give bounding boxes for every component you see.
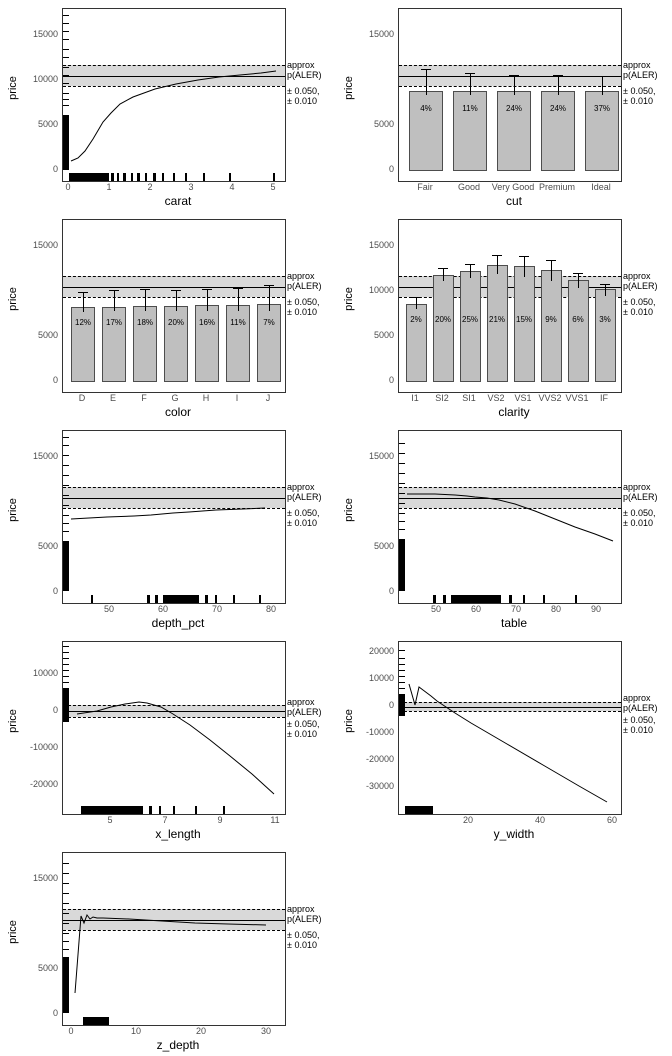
error-bar [558, 75, 559, 95]
annotation-tol1: ± 0.050, [287, 930, 320, 940]
error-bar [605, 284, 606, 296]
annotation-approx: approx [623, 271, 651, 281]
bar [497, 91, 531, 171]
x-axis-label: carat [164, 194, 192, 208]
error-bar [443, 268, 444, 281]
error-bar [114, 290, 115, 311]
annotation-tol1: ± 0.050, [287, 508, 320, 518]
panel-y-width [336, 633, 672, 844]
x-tick-label: 70 [211, 604, 223, 614]
x-tick-label: 60 [157, 604, 169, 614]
annotation-approx: approx [287, 271, 315, 281]
x-tick-label: 30 [260, 1026, 272, 1036]
x-tick-label: 0 [65, 182, 71, 192]
x-tick-label: F [141, 393, 147, 403]
panel-table [336, 422, 672, 633]
y-tick-label: -20000 [29, 779, 58, 789]
panel-clarity [336, 211, 672, 422]
y-tick-label: 10000 [32, 668, 58, 678]
x-tick-label: Premium [538, 182, 576, 192]
y-tick-label: -30000 [365, 781, 394, 791]
x-axis-label: depth_pct [151, 616, 205, 630]
x-tick-label: 5 [270, 182, 276, 192]
error-bar [207, 289, 208, 311]
x-tick-label: 20 [195, 1026, 207, 1036]
y-tick-label: 15000 [32, 451, 58, 461]
annotation-tol2: ± 0.010 [623, 518, 653, 528]
x-tick-label: 20 [462, 815, 474, 825]
annotation-palert: p(ALER) [623, 70, 658, 80]
annotation-approx: approx [623, 60, 651, 70]
bar-percent-label: 21% [488, 315, 506, 324]
bar [541, 270, 562, 382]
panel-cut [336, 0, 672, 211]
annotation-palert: p(ALER) [623, 281, 658, 291]
bar [541, 91, 575, 171]
annotation-palert: p(ALER) [287, 492, 322, 502]
annotation-palert: p(ALER) [623, 492, 658, 502]
annotation-approx: approx [287, 60, 315, 70]
annotation-tol2: ± 0.010 [623, 725, 653, 735]
y-axis-label: price [7, 920, 19, 944]
bar-percent-label: 12% [74, 318, 92, 327]
x-axis-label: y_width [493, 827, 535, 841]
plot-area-table [398, 430, 622, 604]
x-tick-label: E [109, 393, 117, 403]
x-tick-label: 5 [107, 815, 113, 825]
y-tick-label: 15000 [368, 451, 394, 461]
y-tick-label: 0 [388, 164, 394, 174]
x-tick-label: 90 [590, 604, 602, 614]
x-tick-label: VS2 [487, 393, 505, 403]
annotation-tol1: ± 0.050, [623, 508, 656, 518]
trend-curve [399, 642, 621, 814]
x-tick-label: SI1 [462, 393, 476, 403]
trend-curve [63, 431, 285, 603]
bar-percent-label: 20% [434, 315, 452, 324]
annotation-tol2: ± 0.010 [287, 940, 317, 950]
bar-percent-label: 20% [167, 318, 185, 327]
y-tick-label: -10000 [29, 742, 58, 752]
x-tick-label: 9 [217, 815, 223, 825]
x-axis-label: clarity [498, 405, 530, 419]
error-bar [176, 290, 177, 311]
trend-curve [399, 431, 621, 603]
x-tick-label: SI2 [435, 393, 449, 403]
x-axis-label: cut [505, 194, 522, 208]
y-axis-label: price [343, 709, 355, 733]
x-tick-label: G [171, 393, 179, 403]
plot-area-clarity [398, 219, 622, 393]
annotation-tol2: ± 0.010 [623, 96, 653, 106]
x-tick-label: D [78, 393, 86, 403]
y-axis-label: price [343, 287, 355, 311]
bar-percent-label: 25% [461, 315, 479, 324]
error-bar [83, 292, 84, 312]
x-tick-label: Very Good [491, 182, 535, 192]
x-tick-label: 7 [162, 815, 168, 825]
bar [226, 305, 250, 382]
y-tick-label: 15000 [368, 240, 394, 250]
annotation-tol1: ± 0.050, [623, 715, 656, 725]
annotation-tol1: ± 0.050, [287, 297, 320, 307]
annotation-tol1: ± 0.050, [623, 297, 656, 307]
error-bar [497, 255, 498, 274]
x-tick-label: 40 [534, 815, 546, 825]
x-tick-label: I [235, 393, 239, 403]
bar [257, 304, 281, 382]
annotation-tol1: ± 0.050, [287, 86, 320, 96]
x-tick-label: 70 [510, 604, 522, 614]
reference-dashed-upper [399, 65, 621, 66]
annotation-tol2: ± 0.010 [287, 96, 317, 106]
bar-percent-label: 17% [105, 318, 123, 327]
y-tick-label: 0 [388, 586, 394, 596]
x-tick-label: 0 [68, 1026, 74, 1036]
y-tick-label: 5000 [37, 541, 58, 551]
panel-color [0, 211, 336, 422]
x-tick-label: VS1 [514, 393, 532, 403]
x-tick-label: 60 [470, 604, 482, 614]
annotation-tol2: ± 0.010 [287, 729, 317, 739]
plot-area-carat [62, 8, 286, 182]
bar [433, 275, 454, 382]
y-axis-label: price [7, 76, 19, 100]
bar [409, 91, 443, 171]
bar [195, 305, 219, 382]
annotation-approx: approx [287, 904, 315, 914]
y-tick-label: 0 [52, 586, 58, 596]
annotation-tol2: ± 0.010 [623, 307, 653, 317]
y-tick-label: 10000 [368, 285, 394, 295]
y-tick-label: 0 [388, 700, 394, 710]
x-tick-label: 4 [229, 182, 235, 192]
x-tick-label: 3 [188, 182, 194, 192]
y-tick-label: 0 [52, 164, 58, 174]
reference-line [63, 287, 285, 288]
bar-percent-label: 37% [593, 104, 611, 113]
error-bar [578, 273, 579, 288]
y-tick-label: 10000 [32, 74, 58, 84]
annotation-approx: approx [287, 482, 315, 492]
y-tick-label: -10000 [365, 727, 394, 737]
y-tick-label: 5000 [373, 330, 394, 340]
panel-carat [0, 0, 336, 211]
error-bar [416, 297, 417, 309]
bar-percent-label: 3% [599, 315, 611, 324]
trend-curve [63, 9, 285, 181]
y-tick-label: 15000 [32, 29, 58, 39]
x-tick-label: 50 [430, 604, 442, 614]
y-tick-label: 5000 [37, 330, 58, 340]
bar-percent-label: 4% [420, 104, 432, 113]
panel-x-length [0, 633, 336, 844]
annotation-tol1: ± 0.050, [623, 86, 656, 96]
x-axis-label: z_depth [156, 1038, 200, 1052]
error-bar [426, 69, 427, 95]
y-tick-label: 5000 [37, 119, 58, 129]
plot-area-y-width [398, 641, 622, 815]
y-tick-label: 0 [52, 705, 58, 715]
y-tick-label: 5000 [373, 541, 394, 551]
error-bar [145, 289, 146, 311]
bar-percent-label: 24% [549, 104, 567, 113]
bar-percent-label: 24% [505, 104, 523, 113]
reference-dashed-upper [63, 276, 285, 277]
error-bar [551, 260, 552, 281]
annotation-approx: approx [623, 693, 651, 703]
x-tick-label: Ideal [591, 182, 611, 192]
bar [568, 280, 589, 382]
bar-percent-label: 9% [545, 315, 557, 324]
annotation-tol2: ± 0.010 [287, 307, 317, 317]
y-tick-label: 0 [52, 1008, 58, 1018]
annotation-palert: p(ALER) [287, 914, 322, 924]
bar-percent-label: 18% [136, 318, 154, 327]
annotation-palert: p(ALER) [287, 707, 322, 717]
annotation-palert: p(ALER) [287, 281, 322, 291]
bar-percent-label: 16% [198, 318, 216, 327]
y-tick-label: 5000 [373, 119, 394, 129]
y-tick-label: -20000 [365, 754, 394, 764]
y-axis-label: price [7, 709, 19, 733]
y-axis-label: price [343, 498, 355, 522]
panel-z-depth [0, 844, 336, 1055]
y-tick-label: 5000 [37, 963, 58, 973]
plot-area-cut [398, 8, 622, 182]
y-tick-label: 0 [388, 375, 394, 385]
x-tick-label: I1 [411, 393, 419, 403]
plot-area-depth-pct [62, 430, 286, 604]
bar [585, 91, 619, 171]
annotation-palert: p(ALER) [623, 703, 658, 713]
y-tick-label: 20000 [368, 646, 394, 656]
bar [453, 91, 487, 171]
x-tick-label: IF [600, 393, 608, 403]
error-bar [238, 288, 239, 311]
y-axis-label: price [7, 287, 19, 311]
error-bar [524, 256, 525, 277]
annotation-palert: p(ALER) [287, 70, 322, 80]
x-tick-label: 1 [106, 182, 112, 192]
y-tick-label: 15000 [32, 240, 58, 250]
x-axis-label: x_length [155, 827, 201, 841]
error-bar [514, 75, 515, 95]
trend-curve [63, 853, 285, 1025]
annotation-tol1: ± 0.050, [287, 719, 320, 729]
bar-percent-label: 11% [462, 104, 478, 113]
x-tick-label: 10 [130, 1026, 142, 1036]
error-bar [269, 285, 270, 311]
x-tick-label: 80 [550, 604, 562, 614]
error-bar [470, 264, 471, 278]
reference-dashed-lower [399, 86, 621, 87]
x-tick-label: J [265, 393, 271, 403]
plot-area-color [62, 219, 286, 393]
x-tick-label: H [202, 393, 210, 403]
plot-area-z-depth [62, 852, 286, 1026]
x-tick-label: VVS2 [538, 393, 562, 403]
x-tick-label: 60 [606, 815, 618, 825]
y-axis-label: price [7, 498, 19, 522]
error-bar [470, 73, 471, 95]
annotation-approx: approx [623, 482, 651, 492]
x-tick-label: 50 [103, 604, 115, 614]
annotation-tol2: ± 0.010 [287, 518, 317, 528]
bar-percent-label: 11% [230, 318, 246, 327]
trend-curve [63, 642, 285, 814]
y-tick-label: 10000 [368, 673, 394, 683]
y-tick-label: 15000 [32, 873, 58, 883]
x-tick-label: 80 [265, 604, 277, 614]
y-axis-label: price [343, 76, 355, 100]
plot-area-x-length [62, 641, 286, 815]
annotation-approx: approx [287, 697, 315, 707]
x-tick-label: 11 [270, 815, 280, 825]
x-axis-label: color [164, 405, 191, 419]
reference-line [399, 76, 621, 77]
bar-percent-label: 15% [515, 315, 533, 324]
y-tick-label: 15000 [368, 29, 394, 39]
bar-percent-label: 2% [410, 315, 422, 324]
y-tick-label: 0 [52, 375, 58, 385]
reference-dashed-lower [63, 297, 285, 298]
bar [514, 266, 535, 382]
x-tick-label: VVS1 [565, 393, 589, 403]
error-bar [602, 76, 603, 95]
panel-depth-pct [0, 422, 336, 633]
bar [460, 271, 481, 382]
x-tick-label: Good [457, 182, 481, 192]
x-axis-label: table [500, 616, 528, 630]
x-tick-label: Fair [417, 182, 433, 192]
bar [595, 289, 616, 382]
bar-percent-label: 7% [263, 318, 275, 327]
bar-percent-label: 6% [572, 315, 584, 324]
x-tick-label: 2 [147, 182, 153, 192]
